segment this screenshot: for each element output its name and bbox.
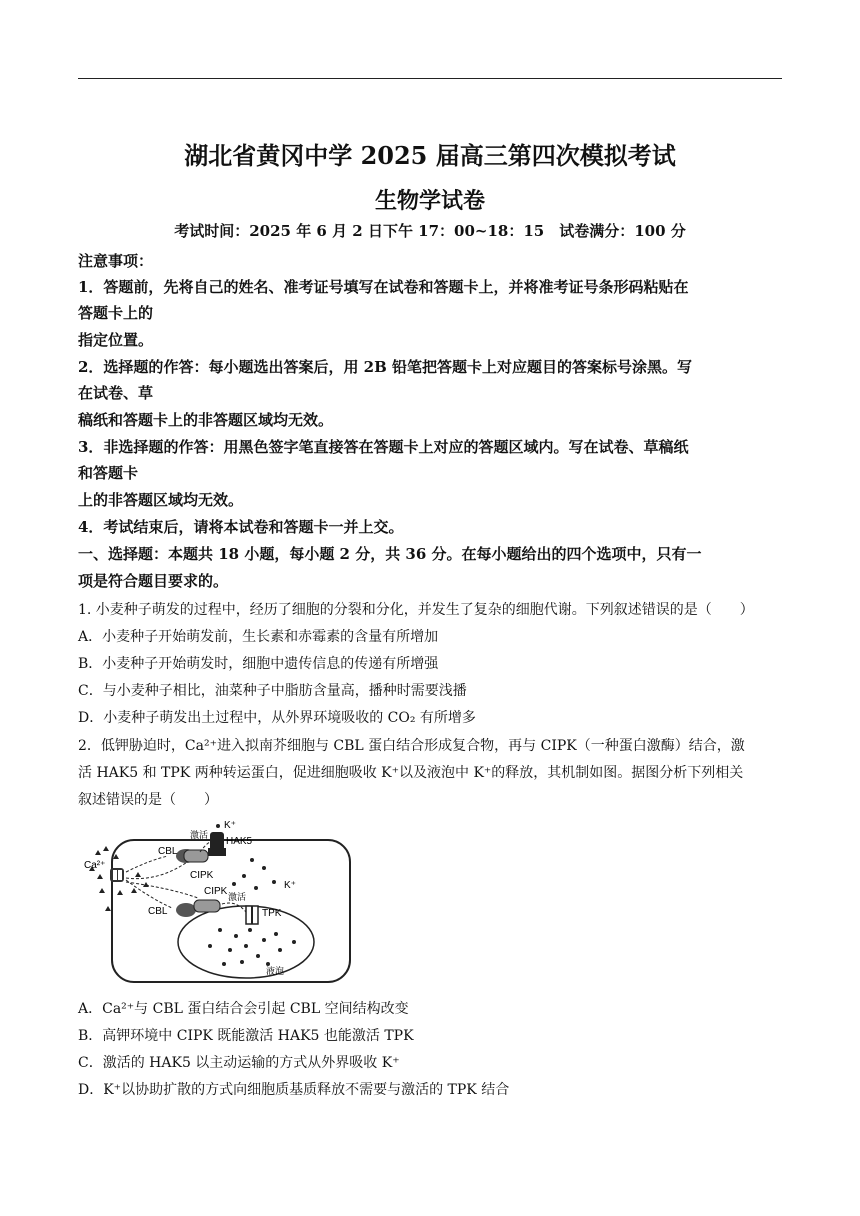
section-heading: 一、选择题：本题共 18 小题，每小题 2 分，共 36 分。在每小题给出的四个选项中，只有一 (78, 545, 702, 563)
label-cipk-1: CIPK (190, 870, 214, 881)
q1-option-a: A．小麦种子开始萌发前，生长素和赤霉素的含量有所增加 (78, 629, 439, 645)
notice-line: 在试卷、草 (78, 384, 154, 402)
label-vacuole: 液泡 (266, 966, 285, 976)
notice-heading: 注意事项： (78, 252, 154, 270)
label-k-mid: K⁺ (284, 880, 296, 891)
q2-stem: 叙述错误的是（ ） (78, 792, 218, 808)
notice-line: 1．答题前，先将自己的姓名、准考证号填写在试卷和答题卡上，并将准考证号条形码粘贴在 (78, 278, 689, 296)
q1-option-b: B．小麦种子开始萌发时，细胞中遗传信息的传递有所增强 (78, 656, 439, 672)
q2-stem: 2．低钾胁迫时，Ca²⁺进入拟南芥细胞与 CBL 蛋白结合形成复合物，再与 CIPK（一种蛋白激酶）结合，激 (78, 738, 745, 754)
tpk-transporter (246, 906, 258, 924)
label-tpk: TPK (262, 908, 282, 919)
calcium-channel (110, 868, 124, 882)
notice-line: 答题卡上的 (78, 304, 154, 322)
exam-subtitle: 生物学试卷 (374, 188, 485, 214)
notice-line: 2．选择题的作答：每小题选出答案后，用 2B 铅笔把答题卡上对应题目的答案标号涂黑。写 (78, 358, 693, 376)
label-ca: Ca²⁺ (84, 860, 106, 871)
exam-title: 湖北省黄冈中学 2025 届高三第四次模拟考试 (184, 141, 676, 170)
label-cipk-2: CIPK (204, 886, 228, 897)
label-activate-2: 激活 (228, 892, 247, 902)
q1-option-c: C．与小麦种子相比，油菜种子中脂肪含量高，播种时需要浅播 (78, 683, 467, 699)
signal-arrow (126, 856, 168, 872)
notice-line: 稿纸和答题卡上的非答题区域均无效。 (78, 411, 334, 429)
notice-line: 3．非选择题的作答：用黑色签字笔直接答在答题卡上对应的答题区域内。写在试卷、草稿纸 (78, 438, 689, 456)
q2-option-d: D．K⁺以协助扩散的方式向细胞质基质释放不需要与激活的 TPK 结合 (78, 1082, 510, 1098)
notice-line: 上的非答题区域均无效。 (78, 491, 244, 509)
q1-stem: 1. 小麦种子萌发的过程中，经历了细胞的分裂和分化，并发生了复杂的细胞代谢。下列叙述错误的是（ ） (78, 602, 754, 618)
q2-option-b: B．高钾环境中 CIPK 既能激活 HAK5 也能激活 TPK (78, 1028, 414, 1044)
signal-arrow (126, 860, 190, 879)
notice-line: 指定位置。 (78, 331, 154, 349)
label-hak5: HAK5 (226, 836, 253, 847)
cbl-complex-top (176, 849, 208, 863)
hak5-transporter (208, 832, 226, 856)
label-cbl-1: CBL (158, 846, 178, 857)
section-heading-cont: 项是符合题目要求的。 (78, 572, 229, 590)
label-k-top: K⁺ (224, 820, 236, 831)
q2-stem: 活 HAK5 和 TPK 两种转运蛋白，促进细胞吸收 K⁺以及液泡中 K⁺的释放，其机制如图。据图分析下列相关 (78, 765, 744, 781)
cbl-complex-bottom (176, 900, 220, 917)
notice-line: 4．考试结束后，请将本试卷和答题卡一并上交。 (78, 518, 404, 536)
q1-option-d: D．小麦种子萌发出土过程中，从外界环境吸收的 CO₂ 有所增多 (78, 710, 476, 726)
signal-arrow (126, 882, 198, 898)
cell-mechanism-diagram (80, 818, 360, 986)
signal-arrow (126, 880, 172, 908)
label-activate-1: 激活 (190, 830, 209, 840)
top-rule (78, 78, 782, 79)
label-cbl-2: CBL (148, 906, 168, 917)
exam-info: 考试时间：2025 年 6 月 2 日下午 17：00~18：15 试卷满分：100 分 (174, 222, 686, 240)
q2-option-a: A．Ca²⁺与 CBL 蛋白结合会引起 CBL 空间结构改变 (78, 1001, 409, 1017)
q2-option-c: C．激活的 HAK5 以主动运输的方式从外界吸收 K⁺ (78, 1055, 400, 1071)
notice-line: 和答题卡 (78, 464, 139, 482)
